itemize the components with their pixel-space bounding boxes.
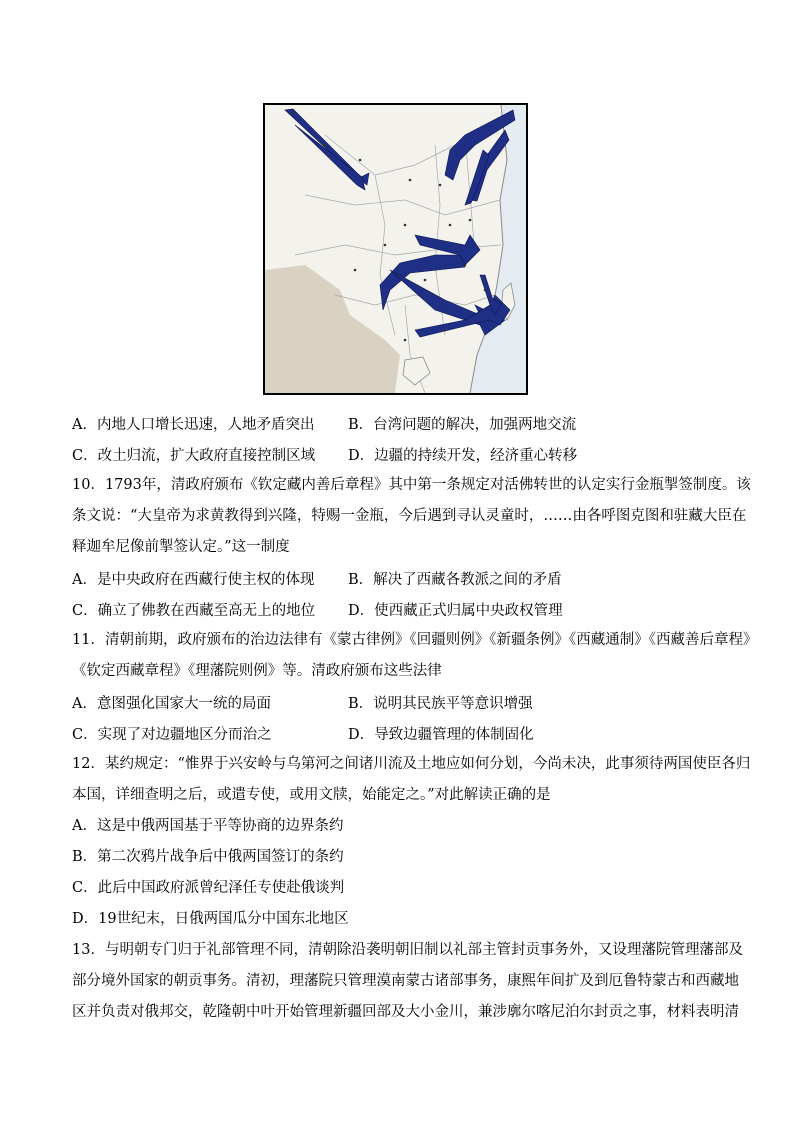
q11-option-b: B．说明其民族平等意识增强 — [348, 696, 533, 712]
q10-stem-line-2: 条文说：“大皇帝为求黄教得到兴隆，特赐一金瓶，今后遇到寻认灵童时，……由各呼图克图和驻藏大臣在 — [72, 508, 747, 524]
q10-option-b: B．解决了西藏各教派之间的矛盾 — [348, 572, 562, 588]
q9-option-c: C．改土归流，扩大政府直接控制区域 — [72, 448, 316, 464]
migration-map-image — [263, 103, 528, 395]
q10-option-d: D．使西藏正式归属中央政权管理 — [348, 603, 563, 619]
q10-option-c: C．确立了佛教在西藏至高无上的地位 — [72, 603, 316, 619]
q10-stem-line-1: 10．1793年，清政府颁布《钦定藏内善后章程》其中第一条规定对活佛转世的认定实行金瓶掣签制度。该 — [72, 477, 751, 493]
q11-option-a: A．意图强化国家大一统的局面 — [72, 696, 271, 712]
map-graphic — [265, 105, 526, 393]
q11-option-d: D．导致边疆管理的体制固化 — [348, 727, 534, 743]
q13-stem-line-3: 区并负责对俄邦交，乾隆朝中叶开始管理新疆回部及大小金川，兼涉廓尔喀尼泊尔封贡之事，材料表明清 — [72, 1004, 739, 1020]
q12-option-b: B．第二次鸦片战争后中俄两国签订的条约 — [72, 849, 344, 865]
q11-stem-line-2: 《钦定西藏章程》《理藩院则例》等。清政府颁布这些法律 — [72, 663, 442, 679]
q11-option-c: C．实现了对边疆地区分而治之 — [72, 727, 272, 743]
q13-stem-line-1: 13．与明朝专门归于礼部管理不同，清朝除沿袭明朝旧制以礼部主管封贡事务外，又设理藩院管理藩部及 — [72, 942, 743, 958]
q10-option-a: A．是中央政府在西藏行使主权的体现 — [72, 572, 315, 588]
q9-option-d: D．边疆的持续开发，经济重心转移 — [348, 448, 578, 464]
q12-stem-line-2: 本国，详细查明之后，或遣专使，或用文牍，始能定之。”对此解读正确的是 — [72, 787, 551, 803]
q12-stem-line-1: 12．某约规定：“惟界于兴安岭与乌第河之间诸川流及土地应如何分划，今尚未决，此事须待两国使臣各归 — [72, 756, 751, 772]
q9-option-b: B．台湾问题的解决，加强两地交流 — [348, 417, 577, 433]
q11-stem-line-1: 11．清朝前期，政府颁布的治边法律有《蒙古律例》《回疆则例》《新疆条例》《西藏通制》《西藏善后章程》 — [72, 632, 758, 648]
q13-stem-line-2: 部分境外国家的朝贡事务。清初，理藩院只管理漠南蒙古诸部事务，康熙年间扩及到厄鲁特蒙古和西藏地 — [72, 973, 739, 989]
q12-option-c: C．此后中国政府派曾纪泽任专使赴俄谈判 — [72, 880, 345, 896]
q12-option-a: A．这是中俄两国基于平等协商的边界条约 — [72, 818, 344, 834]
q12-option-d: D．19世纪末，日俄两国瓜分中国东北地区 — [72, 911, 349, 927]
q10-stem-line-3: 释迦牟尼像前掣签认定。”这一制度 — [72, 539, 290, 555]
q9-option-a: A．内地人口增长迅速，人地矛盾突出 — [72, 417, 315, 433]
